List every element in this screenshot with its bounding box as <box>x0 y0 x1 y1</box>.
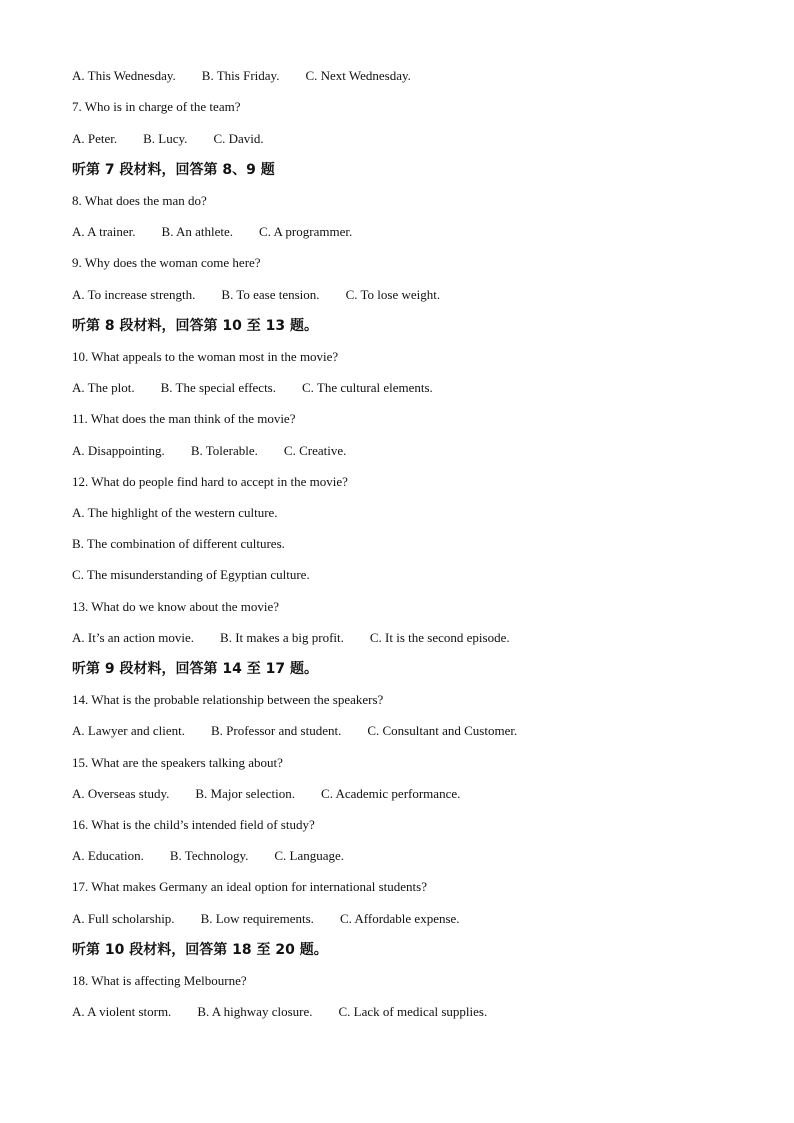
question-10: 10. What appeals to the woman most in the movie? <box>72 349 339 364</box>
options-line <box>72 911 460 927</box>
option-b: B. Technology. <box>169 848 249 863</box>
option-b: B. Major selection. <box>195 786 296 801</box>
option-c: C. The cultural elements. <box>302 380 433 395</box>
options-line <box>72 723 517 739</box>
option-b: B. This Friday. <box>201 68 280 83</box>
option-a: A. Full scholarship. <box>72 911 175 926</box>
option-a: A. Education. <box>72 848 144 863</box>
option-b: B. It makes a big profit. <box>220 630 344 645</box>
option-a: A. To increase strength. <box>72 287 196 302</box>
option-c: C. Lack of medical supplies. <box>338 1004 488 1019</box>
options-line <box>72 68 411 84</box>
option-a: A. Peter. <box>72 131 118 146</box>
options-line <box>72 1004 487 1020</box>
option-c: C. Creative. <box>283 443 347 458</box>
section-heading: 听第 7 段材料，回答第 8、9 题 <box>72 162 275 178</box>
options-line <box>72 380 433 396</box>
options-line <box>72 630 510 646</box>
option-a: A. This Wednesday. <box>72 68 176 83</box>
question-13: 13. What do we know about the movie? <box>72 599 279 614</box>
option-c: C. Consultant and Customer. <box>367 723 518 738</box>
option-c: C. David. <box>213 131 264 146</box>
options-line <box>72 287 440 303</box>
option-b: B. Low requirements. <box>200 911 314 926</box>
section-heading: 听第 8 段材料，回答第 10 至 13 题。 <box>72 318 318 334</box>
options-line <box>72 848 344 864</box>
option-b: B. To ease tension. <box>221 287 320 302</box>
question-18: 18. What is affecting Melbourne? <box>72 973 247 988</box>
options-line <box>72 224 352 240</box>
question-11: 11. What does the man think of the movie? <box>72 411 296 426</box>
question-12: 12. What do people find hard to accept in the movie? <box>72 474 348 489</box>
option-a: A. A trainer. <box>72 224 136 239</box>
section-heading: 听第 9 段材料，回答第 14 至 17 题。 <box>72 661 318 677</box>
option-b: B. Lucy. <box>143 131 188 146</box>
option-b: B. The combination of different cultures. <box>72 536 285 551</box>
options-line <box>72 786 460 802</box>
option-a: A. Overseas study. <box>72 786 170 801</box>
option-c: C. The misunderstanding of Egyptian culture. <box>72 567 310 582</box>
option-b: B. A highway closure. <box>197 1004 313 1019</box>
section-heading: 听第 10 段材料，回答第 18 至 20 题。 <box>72 942 328 958</box>
question-8: 8. What does the man do? <box>72 193 207 208</box>
option-c: C. Affordable expense. <box>339 911 460 926</box>
question-17: 17. What makes Germany an ideal option for international students? <box>72 879 427 894</box>
option-a: A. Disappointing. <box>72 443 165 458</box>
options-line <box>72 443 346 459</box>
option-c: C. To lose weight. <box>345 287 441 302</box>
question-15: 15. What are the speakers talking about? <box>72 755 283 770</box>
option-c: C. Language. <box>274 848 345 863</box>
option-b: B. Professor and student. <box>210 723 342 738</box>
option-b: B. The special effects. <box>160 380 276 395</box>
option-a: A. Lawyer and client. <box>72 723 185 738</box>
question-16: 16. What is the child’s intended field of study? <box>72 817 315 832</box>
question-14: 14. What is the probable relationship between the speakers? <box>72 692 384 707</box>
option-a: A. The highlight of the western culture. <box>72 505 278 520</box>
option-c: C. Next Wednesday. <box>305 68 411 83</box>
option-a: A. It’s an action movie. <box>72 630 195 645</box>
option-c: C. It is the second episode. <box>369 630 510 645</box>
option-a: A. A violent storm. <box>72 1004 172 1019</box>
question-9: 9. Why does the woman come here? <box>72 255 261 270</box>
question-7: 7. Who is in charge of the team? <box>72 99 241 114</box>
option-a: A. The plot. <box>72 380 135 395</box>
options-line <box>72 131 264 147</box>
option-c: C. A programmer. <box>259 224 353 239</box>
option-b: B. Tolerable. <box>190 443 258 458</box>
option-c: C. Academic performance. <box>321 786 461 801</box>
option-b: B. An athlete. <box>161 224 234 239</box>
